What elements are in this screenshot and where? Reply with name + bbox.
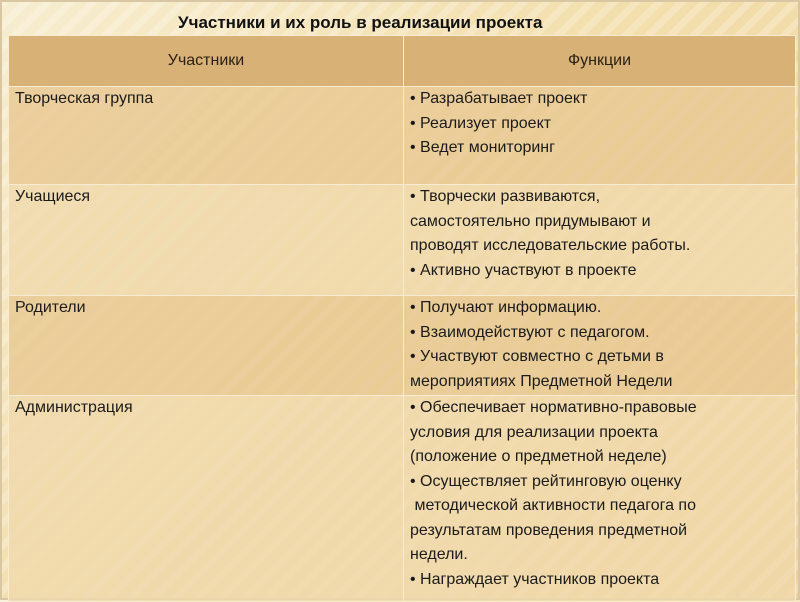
table-row (9, 296, 796, 396)
function-line: мероприятиях Предметной Недели (410, 372, 673, 390)
functions-cell (404, 87, 796, 185)
functions-cell (404, 185, 796, 296)
function-line: недели. (410, 546, 468, 563)
function-line: • Активно участвуют в проекте (410, 261, 637, 279)
function-line: • Ведет мониторинг (410, 139, 555, 156)
participant-cell: Администрация (9, 396, 404, 602)
function-line: • Участвуют совместно с детьми в (410, 348, 664, 365)
function-line: • Осуществляет рейтинговую оценку (410, 472, 682, 490)
function-line: (положение о предметной неделе) (410, 448, 667, 465)
function-line: • Обеспечивает нормативно-правовые (410, 399, 697, 416)
functions-cell (404, 296, 796, 396)
table-row (9, 87, 796, 185)
roles-table (8, 35, 796, 602)
slide-title: Участники и их роль в реализации проекта (178, 13, 543, 32)
function-line: результатам проведения предметной (410, 521, 688, 539)
participant-cell: Творческая группа (9, 87, 404, 185)
function-line: условия для реализации проекта (410, 423, 658, 441)
function-line: • Реализует проект (410, 114, 552, 132)
function-line: самостоятельно придумывают и (410, 212, 651, 230)
participant-cell: Учащиеся (9, 185, 404, 296)
function-line: проводят исследовательские работы. (410, 237, 691, 254)
function-line: методической активности педагога по (410, 497, 696, 514)
function-line: • Разрабатывает проект (410, 90, 588, 107)
function-line: • Взаимодействуют с педагогом. (410, 323, 650, 341)
function-line: • Получают информацию. (410, 299, 602, 316)
table-header-row (9, 36, 796, 87)
participant-cell: Родители (9, 296, 404, 396)
table-row (9, 396, 796, 602)
function-line: • Награждает участников проекта (410, 570, 660, 588)
header-functions: Функции (404, 36, 796, 87)
functions-cell (404, 396, 796, 602)
header-participants: Участники (9, 36, 404, 87)
table-row (9, 185, 796, 296)
function-line: • Творчески развиваются, (410, 188, 601, 205)
